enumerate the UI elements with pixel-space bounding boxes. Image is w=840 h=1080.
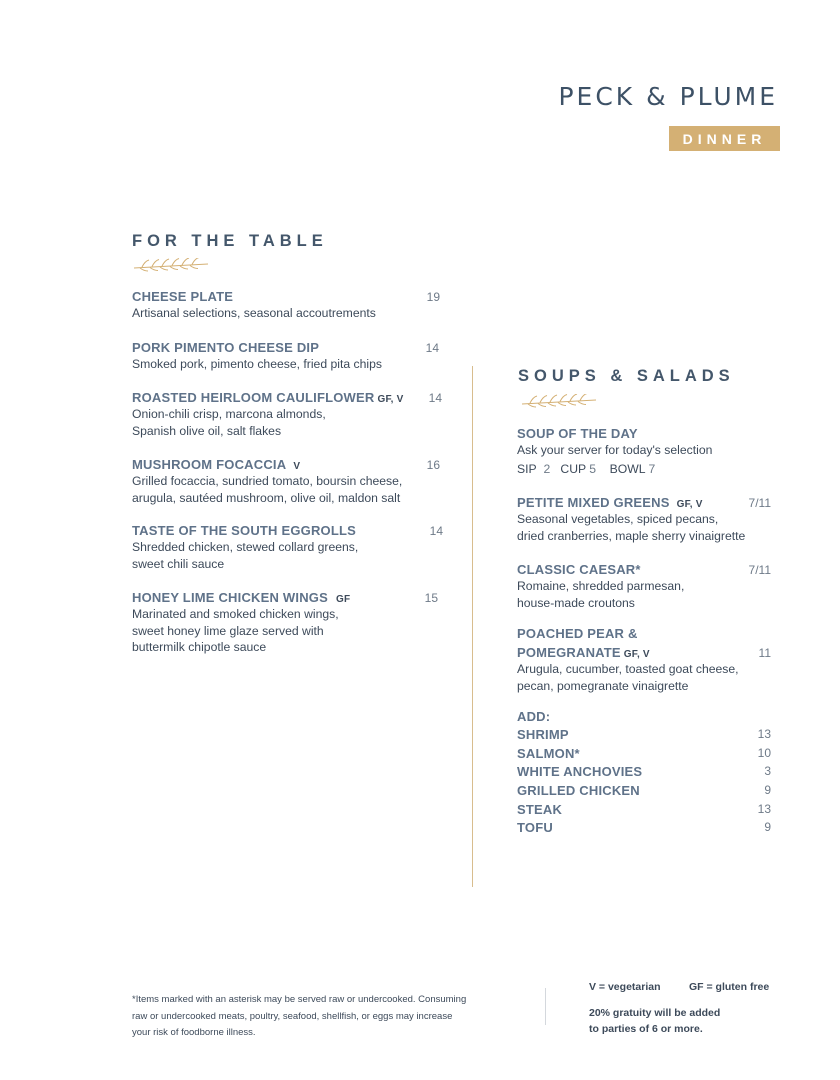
menu-item-description: Smoked pork, pimento cheese, fried pita chips: [132, 357, 382, 371]
description-line: Spanish olive oil, salt flakes: [132, 423, 282, 438]
description-line: Seasonal vegetables, spiced pecans,: [517, 512, 719, 526]
menu-item-price: 14: [428, 391, 442, 405]
add-on-price: 10: [757, 745, 771, 760]
soup-sizes: [517, 461, 655, 478]
description-line: Marinated and smoked chicken wings,: [132, 607, 339, 621]
dietary-tag: GF: [335, 594, 351, 605]
dietary-tag: GF, V: [676, 499, 703, 510]
menu-item-title: POMEGRANATE: [517, 645, 621, 660]
menu-item-name: TASTE OF THE SOUTH EGGROLLS: [132, 523, 356, 538]
laurel-icon: [132, 258, 210, 272]
raw-food-disclaimer: [132, 992, 466, 1042]
legend-vegetarian: V = vegetarian: [589, 981, 661, 993]
menu-item-title: MUSHROOM FOCACCIA: [132, 457, 287, 472]
menu-item-description: [517, 511, 745, 544]
add-on-name: WHITE ANCHOVIES: [517, 764, 643, 780]
add-on-name: TOFU: [517, 820, 553, 836]
menu-item-name: [517, 495, 703, 510]
add-on-name: SALMON*: [517, 745, 580, 761]
dietary-tag: GF, V: [377, 394, 404, 405]
menu-item-name-line: POACHED PEAR &: [517, 626, 638, 641]
dietary-tag: GF, V: [623, 649, 650, 660]
description-line: Arugula, cucumber, toasted goat cheese,: [517, 662, 739, 676]
laurel-icon: [520, 394, 598, 408]
size-label: SIP: [517, 462, 537, 476]
menu-item-price: 11: [758, 646, 771, 660]
description-line: Grilled focaccia, sundried tomato, boursin cheese,: [132, 474, 403, 488]
add-on-name: GRILLED CHICKEN: [517, 783, 640, 799]
menu-item-description: [132, 473, 402, 506]
size-price: 7: [648, 462, 656, 476]
gratuity-line: 20% gratuity will be added: [589, 1007, 721, 1019]
menu-item-name: [517, 645, 650, 660]
description-line: house-made croutons: [517, 595, 635, 610]
menu-item-name: SOUP OF THE DAY: [517, 426, 638, 441]
add-on-name: SHRIMP: [517, 727, 569, 742]
menu-item-description: [517, 578, 684, 611]
add-on-row: [517, 727, 771, 746]
menu-item-description: [132, 406, 326, 439]
menu-item-name: CHEESE PLATE: [132, 289, 234, 304]
description-line: dried cranberries, maple sherry vinaigrette: [517, 528, 746, 543]
description-line: pecan, pomegranate vinaigrette: [517, 678, 689, 693]
add-on-name: STEAK: [517, 801, 563, 817]
menu-item-name: CLASSIC CAESAR*: [517, 562, 641, 577]
menu-item-price: 7/11: [748, 563, 771, 577]
section-title-for-the-table: FOR THE TABLE: [132, 232, 328, 250]
add-on-price: 13: [757, 727, 771, 741]
description-line: arugula, sautéed mushroom, olive oil, maldon salt: [132, 490, 401, 505]
disclaimer-line: your risk of foodborne illness.: [132, 1027, 256, 1038]
size-label: BOWL: [609, 462, 646, 476]
add-on-row: [517, 746, 771, 765]
legend-gluten-free: GF = gluten free: [689, 981, 770, 993]
brand-logo: PECK & PLUME: [558, 82, 778, 111]
add-on-price: 3: [764, 764, 771, 779]
add-on-row: [517, 783, 771, 802]
size-label: CUP: [560, 462, 586, 476]
size-price: 5: [589, 462, 597, 476]
add-ons-label: ADD:: [517, 709, 551, 724]
column-divider: [472, 366, 473, 887]
dietary-tag: V: [293, 461, 301, 472]
menu-item-price: 7/11: [748, 496, 771, 510]
menu-item-price: 15: [424, 591, 438, 605]
menu-item-name: PORK PIMENTO CHEESE DIP: [132, 340, 320, 355]
footer-divider: [545, 988, 546, 1025]
disclaimer-line: *Items marked with an asterisk may be served raw or undercooked. Consuming: [132, 994, 467, 1005]
size-price: 2: [543, 462, 551, 476]
add-on-price: 9: [764, 820, 771, 835]
menu-item-title: ROASTED HEIRLOOM CAULIFLOWER: [132, 390, 375, 405]
add-on-price: 13: [757, 801, 771, 816]
menu-item-title: PETITE MIXED GREENS: [517, 495, 670, 510]
menu-item-description: Artisanal selections, seasonal accoutrements: [132, 306, 376, 320]
menu-item-description: Ask your server for today's selection: [517, 443, 713, 457]
description-line: sweet chili sauce: [132, 556, 225, 571]
add-on-row: [517, 764, 771, 783]
description-line: Onion-chili crisp, marcona almonds,: [132, 407, 326, 421]
menu-item-name: [132, 590, 350, 605]
add-on-row: [517, 802, 771, 821]
menu-item-name: [132, 457, 300, 472]
menu-item-description: [517, 661, 739, 694]
description-line: buttermilk chipotle sauce: [132, 640, 267, 654]
section-title-soups-salads: SOUPS & SALADS: [518, 367, 735, 385]
add-ons-list: [517, 727, 771, 839]
menu-item-description: [132, 539, 358, 572]
description-line: sweet honey lime glaze served with: [132, 623, 324, 638]
menu-item-description: [132, 606, 339, 656]
gratuity-note: [589, 1005, 720, 1037]
menu-item-price: 14: [429, 524, 443, 538]
menu-item-price: 19: [426, 290, 440, 304]
menu-item-name: [132, 390, 404, 405]
menu-item-title: HONEY LIME CHICKEN WINGS: [132, 590, 328, 605]
menu-badge-dinner: DINNER: [669, 126, 780, 151]
menu-item-price: 14: [425, 341, 439, 355]
description-line: Romaine, shredded parmesan,: [517, 579, 685, 593]
description-line: Shredded chicken, stewed collard greens,: [132, 540, 359, 554]
add-on-price: 9: [764, 783, 771, 798]
disclaimer-line: raw or undercooked meats, poultry, seafood, shellfish, or eggs may increase: [132, 1010, 453, 1022]
gratuity-line: to parties of 6 or more.: [589, 1023, 703, 1035]
add-on-row: [517, 820, 771, 839]
menu-item-price: 16: [426, 458, 440, 472]
